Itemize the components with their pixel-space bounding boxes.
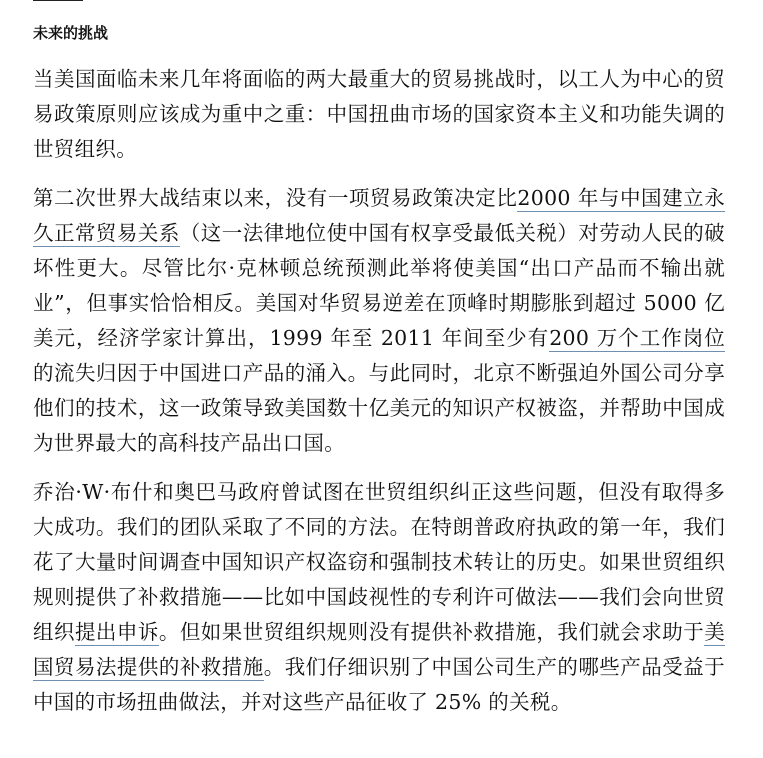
paragraph-2 xyxy=(33,181,725,461)
paragraph-3 xyxy=(33,475,725,720)
section-heading: 未来的挑战 xyxy=(33,24,109,42)
text-segment: （这一法律地位使中国有权享受最低关税）对劳动人民的破坏性更大。尽管比尔·克林顿总统预测此举将使美国“出口产品而不输出就业”，但事实恰恰相反。美国对华贸易逆差在顶峰时期膨胀到超过 5000 亿美元，经济学家计算出，1999 年至 2011 年间至少有 xyxy=(33,221,725,350)
text-segment: 。我们仔细识别了中国公司生产的哪些产品受益于中国的市场扭曲做法，并对这些产品征收了 25% 的关税。 xyxy=(33,655,725,714)
text-segment: 当美国面临未来几年将面临的两大最重大的贸易挑战时，以工人为中心的贸易政策原则应该成为重中之重：中国扭曲市场的国家资本主义和功能失调的世贸组织。 xyxy=(33,67,725,161)
link-2-million-jobs[interactable]: 200 万个工作岗位 xyxy=(549,326,725,350)
text-segment: 乔治·W·布什和奥巴马政府曾试图在世贸组织纠正这些问题，但没有取得多大成功。我们的团队采取了不同的方法。在特朗普政府执政的第一年，我们花了大量时间调查中国知识产权盗窃和强制技术转让的历史。如果世贸组织规则提供了补救措施——比如中国歧视性的专利许可做法——我们会向世贸组织 xyxy=(33,480,725,644)
text-segment: 的流失归因于中国进口产品的涌入。与此同时，北京不断强迫外国公司分享他们的技术，这一政策导致美国数十亿美元的知识产权被盗，并帮助中国成为世界最大的高科技产品出口国。 xyxy=(33,361,725,455)
top-divider xyxy=(33,0,83,1)
article-body xyxy=(33,62,725,734)
text-segment: 。但如果世贸组织规则没有提供补救措施，我们就会求助于 xyxy=(158,620,705,644)
text-segment: 第二次世界大战结束以来，没有一项贸易政策决定比 xyxy=(33,186,518,210)
paragraph-1 xyxy=(33,62,725,167)
link-file-complaint[interactable]: 提出申诉 xyxy=(74,620,159,644)
link-us-trade-law-remedies[interactable]: 美国贸易法提供的补救措施 xyxy=(33,620,725,679)
link-pntr-2000[interactable]: 2000 年与中国建立永久正常贸易关系 xyxy=(33,186,725,245)
